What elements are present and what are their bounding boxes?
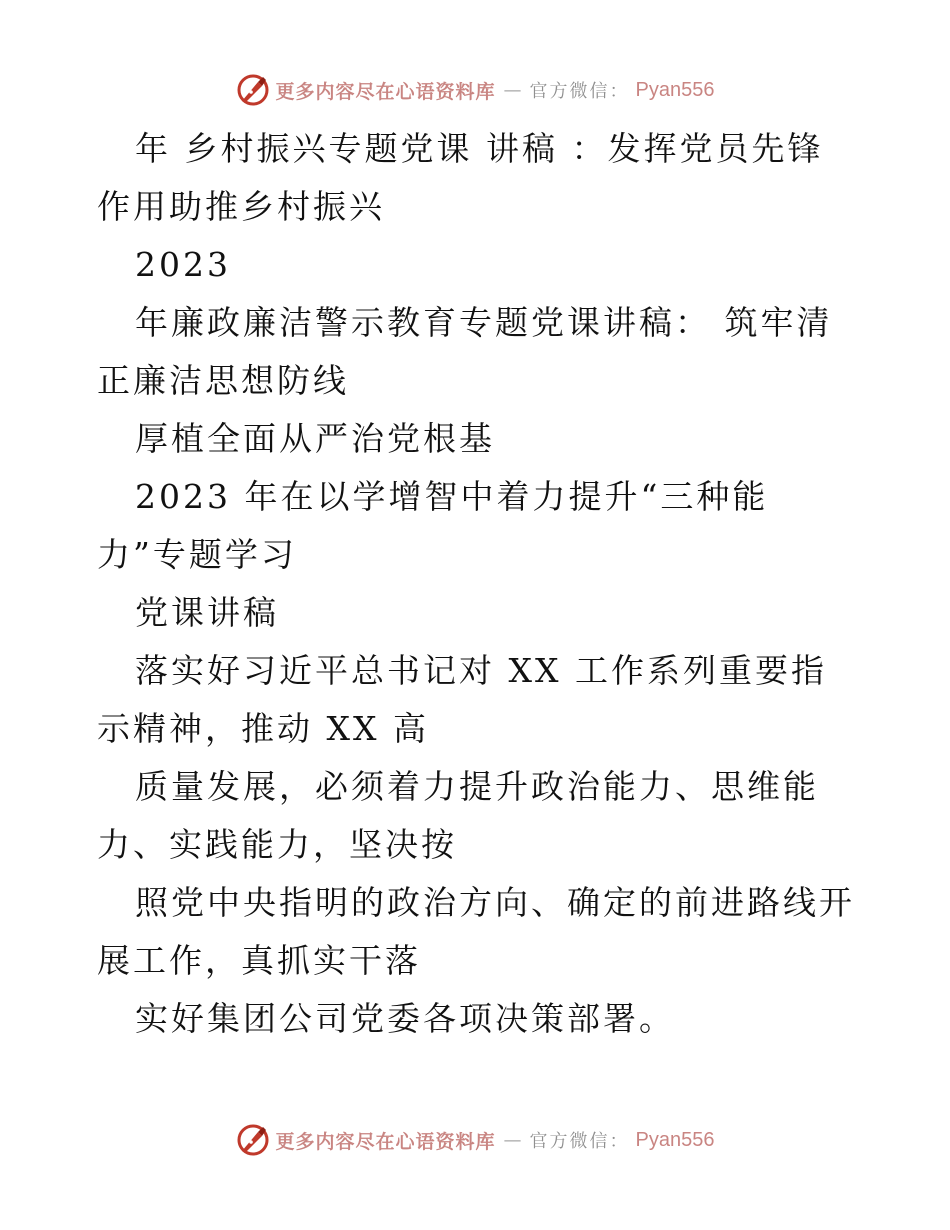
header-banner <box>0 72 950 108</box>
paragraph: 年廉政廉洁警示教育专题党课讲稿： 筑牢清正廉洁思想防线 <box>97 303 833 400</box>
banner-dash: — <box>503 1129 522 1151</box>
paragraph: 2023 年在以学增智中着力提升“三种能力”专题学习 <box>97 477 769 574</box>
paragraph: 党课讲稿 <box>135 593 279 632</box>
banner-dash: — <box>503 79 522 101</box>
paragraph: 照党中央指明的政治方向、确定的前进路线开展工作，真抓实干落 <box>97 883 855 980</box>
banner-wechat-id: Pyan556 <box>635 1128 715 1151</box>
footer-banner <box>0 1122 950 1158</box>
banner-wechat-label: 官方微信： <box>529 1131 630 1152</box>
paragraph: 落实好习近平总书记对 XX 工作系列重要指示精神，推动 XX 高 <box>97 651 827 748</box>
banner-wechat-label: 官方微信： <box>529 81 630 102</box>
paragraph: 2023 <box>135 245 231 284</box>
banner-wechat-id: Pyan556 <box>635 78 715 101</box>
banner-promo-text: 更多内容尽在心语资料库 <box>275 80 496 103</box>
banner-promo-text: 更多内容尽在心语资料库 <box>275 1130 496 1153</box>
paragraph: 年 乡村振兴专题党课 讲稿 ：发挥党员先锋作用助推乡村振兴 <box>97 129 824 226</box>
pen-nib-logo-icon <box>236 73 270 107</box>
paragraph: 厚植全面从严治党根基 <box>135 419 495 458</box>
document-body <box>97 120 857 1048</box>
paragraph: 实好集团公司党委各项决策部署。 <box>135 999 675 1038</box>
pen-nib-logo-icon <box>236 1123 270 1157</box>
paragraph: 质量发展，必须着力提升政治能力、思维能力、实践能力，坚决按 <box>97 767 819 864</box>
